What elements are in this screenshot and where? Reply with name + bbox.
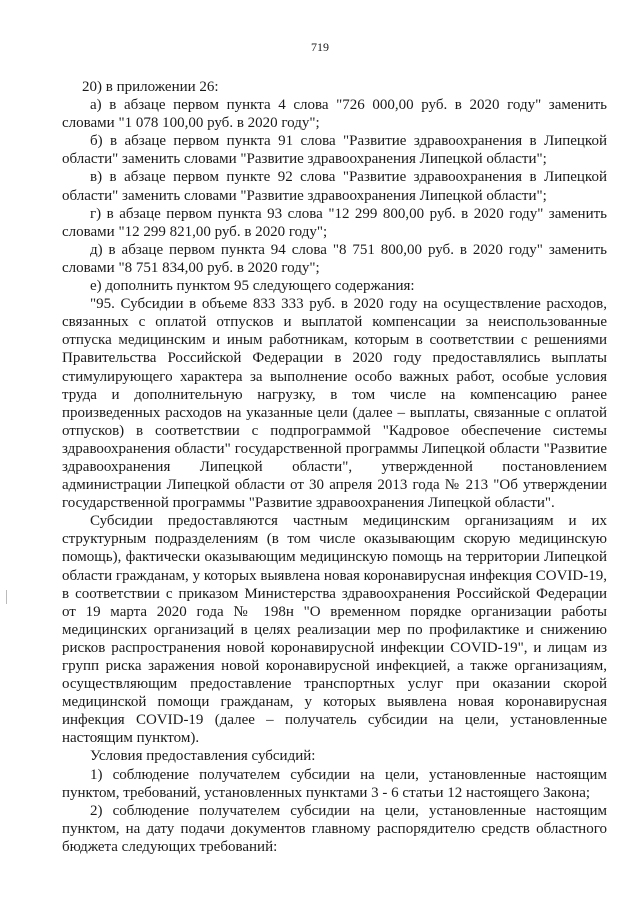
paragraph-item-a: а) в абзаце первом пункта 4 слова "726 000,00 руб. в 2020 году" заменить словами "1 078 100,00 руб. в 2020 году"; [62,97,607,132]
paragraph-condition-2: 2) соблюдение получателем субсидии на цели, установленные настоящим пунктом, на дату подачи документов главному распорядителю средств областного бюджета следующих требований: [62,802,607,855]
margin-scan-mark [6,590,7,604]
paragraph-item-d: д) в абзаце первом пункта 94 слова "8 751 800,00 руб. в 2020 году" заменить словами "8 751 834,00 руб. в 2020 году"; [62,241,607,276]
paragraph-condition-1: 1) соблюдение получателем субсидии на цели, установленные настоящим пунктом, требований, установленных пунктами 3 - 6 статьи 12 настоящего Закона; [62,766,607,801]
paragraph-conditions-heading: Условия предоставления субсидий: [90,748,316,765]
paragraph-item-g: г) в абзаце первом пункта 93 слова "12 299 800,00 руб. в 2020 году" заменить словами "12 299 821,00 руб. в 2020 году"; [62,205,607,240]
paragraph-item-b: б) в абзаце первом пункта 91 слова "Развитие здравоохранения в Липецкой области" заменить словами "Развитие здравоохранения Липецкой области"; [62,133,607,168]
page-number: 719 [311,40,329,54]
paragraph-subsidy-recipients: Субсидии предоставляются частным медицинским организациям и их структурным подразделениям (в том числе оказывающим скорую медицинскую помощь), фактически оказывающим медицинскую помощь на территории Липецкой области гражданам, у которых выявлена новая коронавирусная инфекция COVID-19, в соответствии с приказом Министерства здравоохранения Российской Федерации от 19 марта 2020 года № 198н "О временном порядке организации работы медицинских организаций в целях реализации мер по профилактике и снижению рисков распространения новой коронавирусной инфекции COVID-19", и лицам из групп риска заражения новой коронавирусной инфекцией, а также организациям, осуществляющим предоставление транспортных услуг при оказании скорой медицинской помощи гражданам, у которых выявлена новая коронавирусная инфекция COVID-19 (далее – получатель субсидии на цели, установленные настоящим пунктом). [62,513,607,747]
paragraph-item-v: в) в абзаце первом пункте 92 слова "Развитие здравоохранения в Липецкой области" заменить словами "Развитие здравоохранения Липецкой области"; [62,169,607,204]
paragraph-item-e: е) дополнить пунктом 95 следующего содержания: [90,278,415,295]
paragraph-amendment-heading: 20) в приложении 26: [82,79,219,95]
paragraph-point-95: "95. Субсидии в объеме 833 333 руб. в 2020 году на осуществление расходов, связанных с оплатой отпусков и выплатой компенсации за неиспользованные отпуска медицинским и иным работникам, которым в соответствии с решениями Правительства Российской Федерации в 2020 году предоставлялись выплаты стимулирующего характера за выполнение особо важных работ, особые условия труда и дополнительную нагрузку, в том числе на компенсацию ранее произведенных расходов на указанные цели (далее – выплаты, связанные с оплатой отпусков) в соответствии с подпрограммой "Кадровое обеспечение системы здравоохранения области" государственной программы Липецкой области "Развитие здравоохранения Липецкой области", утвержденной постановлением администрации Липецкой области от 30 апреля 2013 года № 213 "Об утверждении государственной программы "Развитие здравоохранения Липецкой области". [62,296,607,512]
document-body [62,78,607,856]
